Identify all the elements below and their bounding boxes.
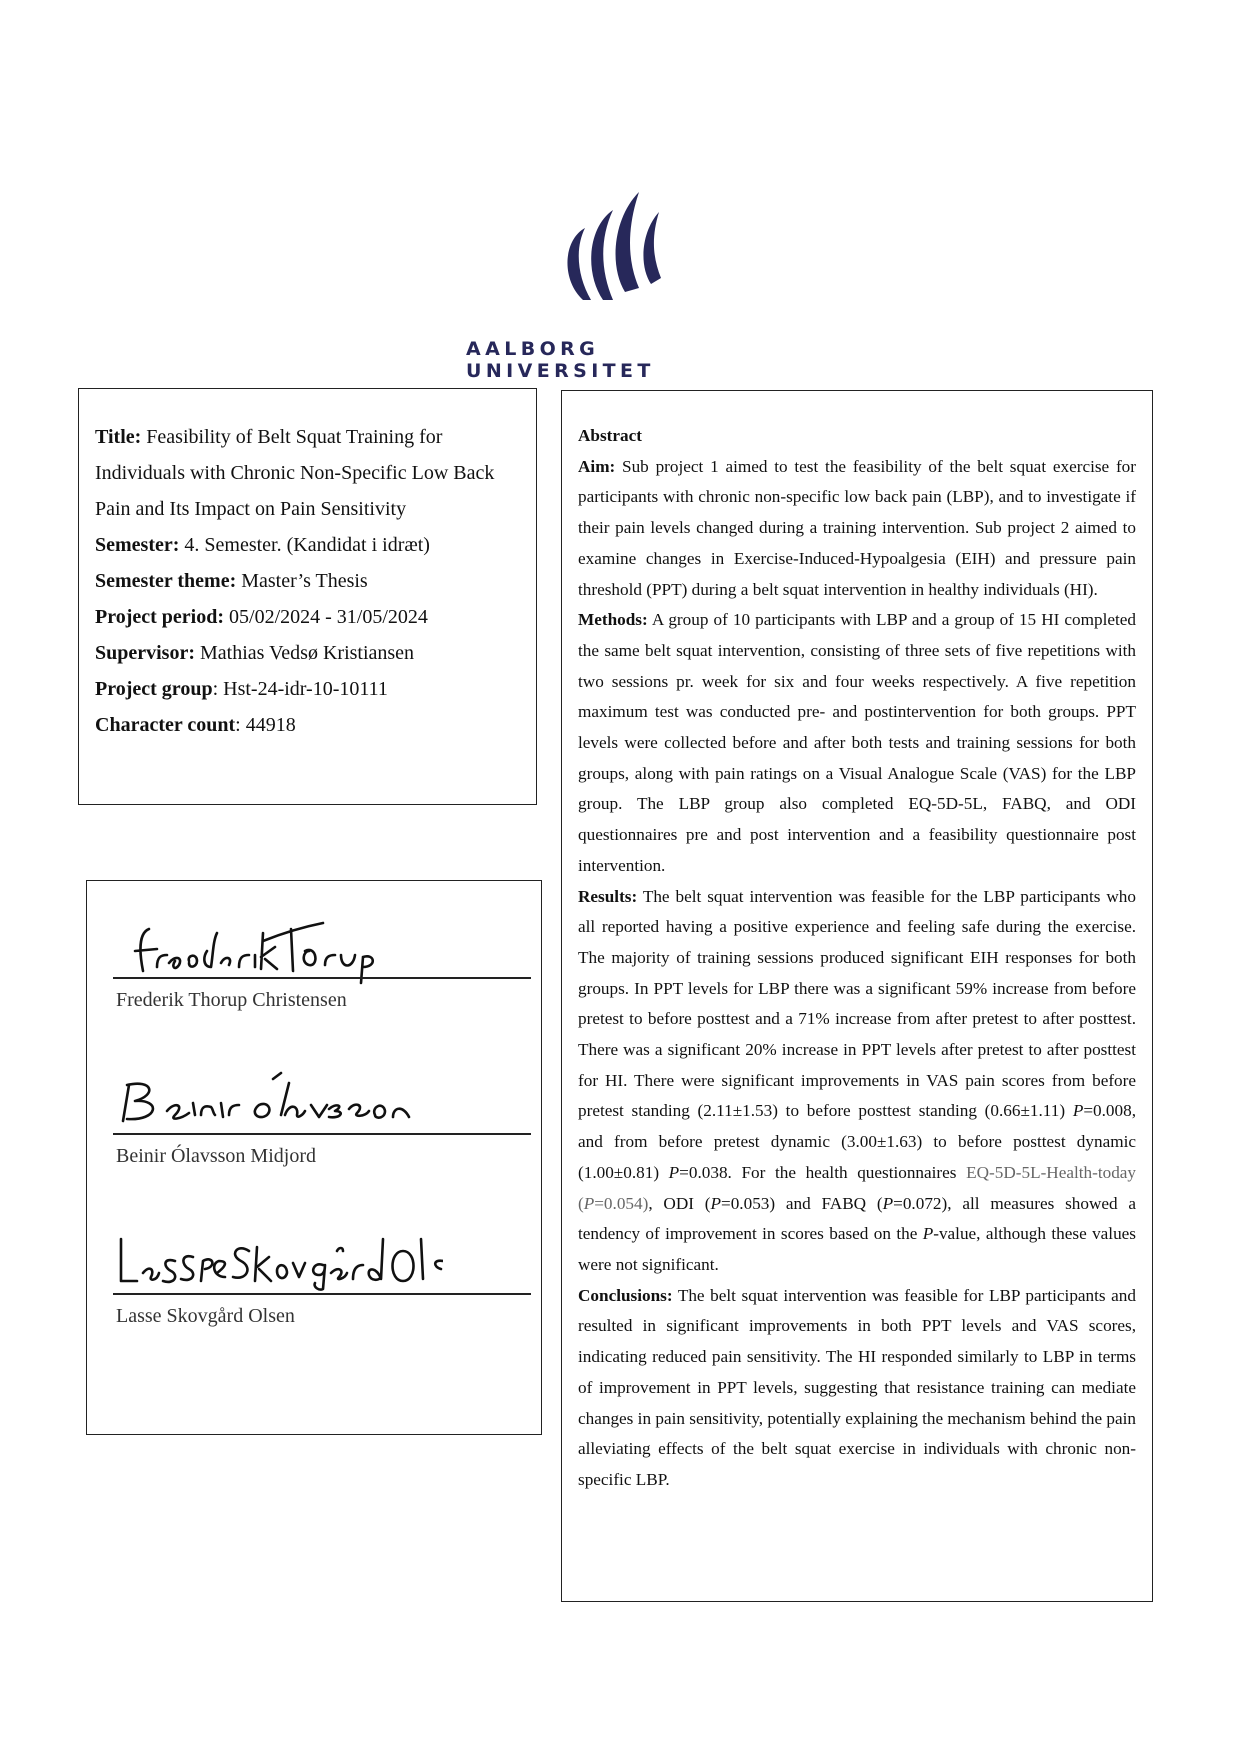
supervisor-value: Mathias Vedsø Kristiansen — [200, 642, 415, 664]
supervisor-label: Supervisor: — [95, 642, 195, 664]
aalborg-university-logo-icon — [555, 188, 675, 308]
title-label: Title: — [95, 426, 142, 448]
character-count-value: : 44918 — [235, 714, 296, 736]
abstract-results: Results: The belt squat intervention was feasible for the LBP participants who all reported having a positive experience and feeling safe during the exercise. The majority of training sessions produced significant EIH responses for both groups. In PPT levels for LBP there was a significant 59% increase from before pretest to before posttest and a 71% increase from after pretest to after posttest. There was a significant 20% increase in PPT levels after pretest to after posttest for HI. There were significant improvements in VAS pain scores from before pretest standing (2.11±1.53) to before posttest standing (0.66±1.11) P=0.008, and from before pretest dynamic (3.00±1.63) to before posttest dynamic (1.00±0.81) P=0.038. For the health questionnaires EQ-5D-5L-Health-today (P=0.054), ODI (P=0.053) and FABQ (P=0.072), all measures showed a tendency of improvement in scores based on the P-value, although these values were not significant. — [578, 886, 1137, 1274]
methods-label: Methods: — [578, 610, 648, 630]
results-label: Results: — [578, 886, 638, 906]
aim-label: Aim: — [578, 456, 616, 476]
abstract-conclusions — [578, 1281, 1136, 1496]
abstract-aim — [578, 452, 1136, 606]
signature-beinir — [113, 1071, 443, 1131]
group-label: Project group — [95, 678, 213, 700]
signature-lasse — [113, 1231, 443, 1291]
theme-label: Semester theme: — [95, 570, 237, 592]
period-value: 05/02/2024 - 31/05/2024 — [229, 606, 428, 628]
group-line — [95, 671, 520, 707]
project-info-box — [78, 388, 537, 805]
signature-frederik — [113, 911, 443, 991]
conclusions-label: Conclusions: — [578, 1285, 673, 1305]
group-value: : Hst-24-idr-10-10111 — [212, 678, 388, 700]
abstract-box — [561, 390, 1153, 1602]
abstract-methods — [578, 605, 1136, 881]
character-count-line — [95, 707, 520, 743]
logo-text: AALBORG UNIVERSITET — [466, 338, 655, 382]
theme-value: Master’s Thesis — [241, 570, 368, 592]
supervisor-line — [95, 635, 520, 671]
handwritten-signature-icon — [113, 1231, 443, 1291]
semester-label: Semester: — [95, 534, 180, 556]
conclusions-text: The belt squat intervention was feasible for LBP participants and resulted in significant improvements in both PPT levels and VAS scores, indicating reduced pain sensitivity. The HI responded similarly to LBP in terms of improvement in PPT levels, suggesting that resistance training can mediate changes in pain sensitivity, potentially explaining the mechanism behind the pain alleviating effects of the belt squat exercise in individuals with chronic non-specific LBP. — [578, 1285, 1136, 1489]
signatory-name: Frederik Thorup Christensen — [116, 989, 347, 1011]
signature-box — [86, 880, 542, 1435]
theme-line — [95, 563, 520, 599]
period-line — [95, 599, 520, 635]
title-line — [95, 419, 520, 527]
aim-text: Sub project 1 aimed to test the feasibility of the belt squat exercise for participants with chronic non-specific low back pain (LBP), and to investigate if their pain levels changed during a training intervention. Sub project 2 aimed to examine changes in Exercise-Induced-Hypoalgesia (EIH) and pressure pain threshold (PPT) during a belt squat intervention in healthy individuals (HI). — [578, 456, 1137, 599]
signature-line — [113, 1133, 531, 1135]
semester-value: 4. Semester. (Kandidat i idræt) — [184, 534, 430, 556]
period-label: Project period: — [95, 606, 225, 628]
eq5d-reference: EQ-5D-5L-Health-today (P=0.054) — [578, 1162, 1137, 1213]
signatory-name: Beinir Ólavsson Midjord — [116, 1145, 316, 1167]
handwritten-signature-icon — [113, 911, 443, 991]
signature-line — [113, 977, 531, 979]
abstract-heading: Abstract — [578, 426, 642, 445]
signatory-name: Lasse Skovgård Olsen — [116, 1305, 295, 1327]
semester-line — [95, 527, 520, 563]
signature-line — [113, 1293, 531, 1295]
methods-text: A group of 10 participants with LBP and a group of 15 HI completed the same belt squat intervention, consisting of three sets of five repetitions with two sessions pr. week for six and four weeks respectively. A five repetition maximum test was conducted pre- and postintervention for both groups. PPT levels were collected before and after both tests and training sessions for both groups, along with pain ratings on a Visual Analogue Scale (VAS) for the LBP group. The LBP group also completed EQ-5D-5L, FABQ, and ODI questionnaires pre and post intervention and a feasibility questionnaire post intervention. — [578, 610, 1136, 875]
character-count-label: Character count — [95, 714, 236, 736]
title-value: Feasibility of Belt Squat Training for Individuals with Chronic Non-Specific Low Back Pain and Its Impact on Pain Sensitivity — [95, 426, 495, 520]
handwritten-signature-icon — [113, 1071, 443, 1131]
